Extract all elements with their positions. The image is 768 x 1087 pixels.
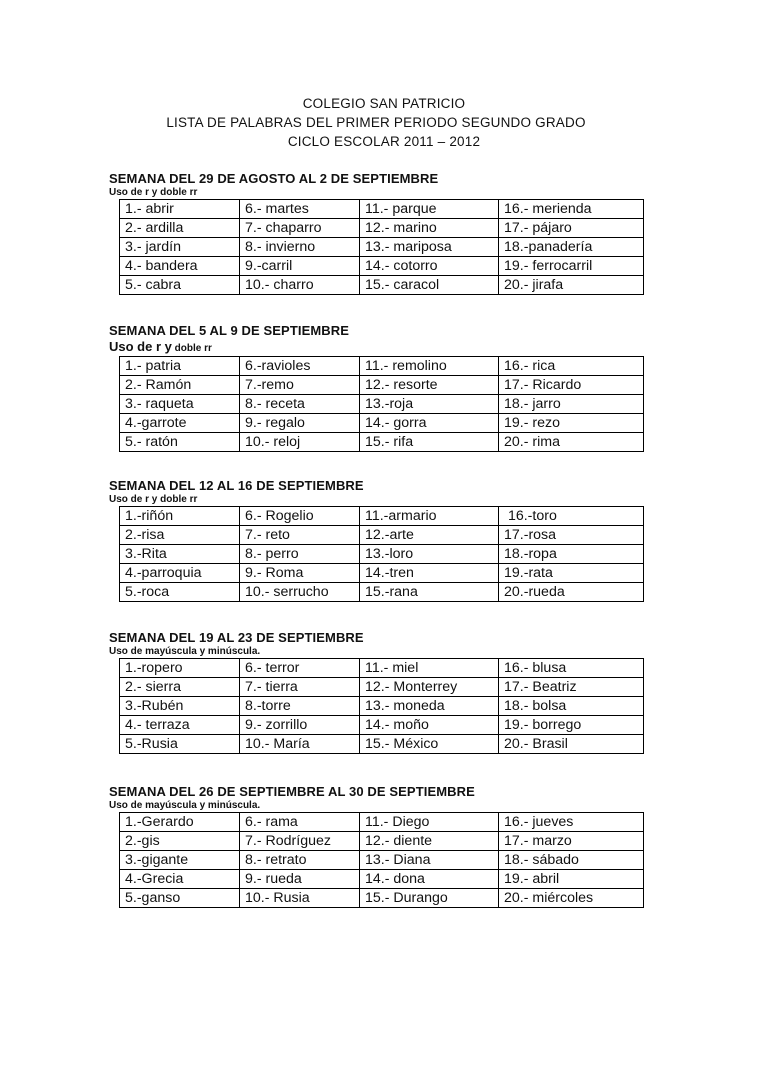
word-cell: 9.- regalo bbox=[240, 414, 360, 433]
word-cell: 4.- bandera bbox=[120, 257, 240, 276]
word-cell: 13.-loro bbox=[360, 545, 499, 564]
word-cell: 6.- rama bbox=[240, 813, 360, 832]
table-row bbox=[120, 870, 644, 889]
table-row bbox=[120, 851, 644, 870]
word-cell: 14.- gorra bbox=[360, 414, 499, 433]
word-cell: 9.-carril bbox=[240, 257, 360, 276]
word-cell: 12.- marino bbox=[360, 219, 499, 238]
word-cell: 5.- cabra bbox=[120, 276, 240, 295]
word-cell: 15.-rana bbox=[360, 583, 499, 602]
word-cell: 11.- remolino bbox=[360, 357, 499, 376]
table-row bbox=[120, 507, 644, 526]
word-cell: 6.-ravioles bbox=[240, 357, 360, 376]
word-cell: 2.- sierra bbox=[120, 678, 240, 697]
word-cell: 19.- borrego bbox=[499, 716, 644, 735]
table-row bbox=[120, 395, 644, 414]
word-table bbox=[119, 506, 644, 602]
school-name: COLEGIO SAN PATRICIO bbox=[302, 96, 466, 111]
word-cell: 16.- blusa bbox=[499, 659, 644, 678]
week-subtitle: Uso de r y doble rr bbox=[109, 187, 198, 198]
word-cell: 4.-garrote bbox=[120, 414, 240, 433]
word-cell: 13.-roja bbox=[360, 395, 499, 414]
word-cell: 15.- Durango bbox=[360, 889, 499, 908]
word-cell: 9.- Roma bbox=[240, 564, 360, 583]
word-cell: 8.- retrato bbox=[240, 851, 360, 870]
word-cell: 18.- jarro bbox=[499, 395, 644, 414]
word-cell: 3.-Rubén bbox=[120, 697, 240, 716]
word-cell: 8.- invierno bbox=[240, 238, 360, 257]
word-cell: 3.-gigante bbox=[120, 851, 240, 870]
table-row bbox=[120, 678, 644, 697]
week-title: SEMANA DEL 26 DE SEPTIEMBRE AL 30 DE SEPTIEMBRE bbox=[109, 784, 475, 799]
word-cell: 20.- Brasil bbox=[499, 735, 644, 754]
word-cell: 2.- Ramón bbox=[120, 376, 240, 395]
word-cell: 1.- abrir bbox=[120, 200, 240, 219]
word-cell: 9.- zorrillo bbox=[240, 716, 360, 735]
word-cell: 4.- terraza bbox=[120, 716, 240, 735]
word-cell: 19.- ferrocarril bbox=[499, 257, 644, 276]
week-subtitle-rest: doble rr bbox=[171, 343, 212, 354]
word-cell: 11.- Diego bbox=[360, 813, 499, 832]
word-cell: 11.- miel bbox=[360, 659, 499, 678]
word-cell: 9.- rueda bbox=[240, 870, 360, 889]
word-table bbox=[119, 356, 644, 452]
word-cell: 7.-remo bbox=[240, 376, 360, 395]
word-cell: 4.-parroquia bbox=[120, 564, 240, 583]
table-row bbox=[120, 257, 644, 276]
week-subtitle: Uso de mayúscula y minúscula. bbox=[109, 800, 261, 811]
word-cell: 16.- jueves bbox=[499, 813, 644, 832]
table-row bbox=[120, 526, 644, 545]
word-cell: 15.- México bbox=[360, 735, 499, 754]
word-cell: 15.- caracol bbox=[360, 276, 499, 295]
table-row bbox=[120, 564, 644, 583]
table-row bbox=[120, 376, 644, 395]
word-cell: 19.- abril bbox=[499, 870, 644, 889]
table-row bbox=[120, 889, 644, 908]
word-cell: 20.- jirafa bbox=[499, 276, 644, 295]
word-cell: 20.- rima bbox=[499, 433, 644, 452]
word-cell: 1.- patria bbox=[120, 357, 240, 376]
table-row bbox=[120, 414, 644, 433]
week-subtitle: Uso de mayúscula y minúscula. bbox=[109, 646, 261, 657]
word-cell: 8.- receta bbox=[240, 395, 360, 414]
word-cell: 16.- rica bbox=[499, 357, 644, 376]
word-cell: 6.- martes bbox=[240, 200, 360, 219]
week-section-4 bbox=[109, 629, 649, 754]
word-cell: 3.- raqueta bbox=[120, 395, 240, 414]
word-cell: 6.- Rogelio bbox=[240, 507, 360, 526]
table-row bbox=[120, 659, 644, 678]
word-table bbox=[119, 658, 644, 754]
word-cell: 7.- chaparro bbox=[240, 219, 360, 238]
table-row bbox=[120, 433, 644, 452]
word-cell: 18.-panadería bbox=[499, 238, 644, 257]
word-cell: 17.- marzo bbox=[499, 832, 644, 851]
word-cell: 14.- moño bbox=[360, 716, 499, 735]
word-cell: 12.- Monterrey bbox=[360, 678, 499, 697]
word-cell: 17.- pájaro bbox=[499, 219, 644, 238]
word-cell: 7.- tierra bbox=[240, 678, 360, 697]
week-subtitle-main: Uso de r y bbox=[109, 339, 172, 354]
week-title: SEMANA DEL 19 AL 23 DE SEPTIEMBRE bbox=[109, 630, 364, 645]
word-cell: 12.- diente bbox=[360, 832, 499, 851]
word-table bbox=[119, 199, 644, 295]
word-cell: 7.- reto bbox=[240, 526, 360, 545]
word-cell: 17.-rosa bbox=[499, 526, 644, 545]
table-row bbox=[120, 697, 644, 716]
word-cell: 5.-ganso bbox=[120, 889, 240, 908]
word-cell: 17.- Beatriz bbox=[499, 678, 644, 697]
table-row bbox=[120, 583, 644, 602]
word-cell: 10.- serrucho bbox=[240, 583, 360, 602]
week-section-3 bbox=[109, 477, 649, 602]
table-row bbox=[120, 357, 644, 376]
word-cell: 3.-Rita bbox=[120, 545, 240, 564]
word-cell: 11.- parque bbox=[360, 200, 499, 219]
week-subtitle bbox=[109, 339, 649, 356]
week-section-2 bbox=[109, 322, 649, 452]
week-subtitle: Uso de r y doble rr bbox=[109, 494, 198, 505]
word-cell: 13.- Diana bbox=[360, 851, 499, 870]
table-row bbox=[120, 276, 644, 295]
word-cell: 10.- Rusia bbox=[240, 889, 360, 908]
word-cell: 2.- ardilla bbox=[120, 219, 240, 238]
word-cell: 16.- merienda bbox=[499, 200, 644, 219]
word-cell: 17.- Ricardo bbox=[499, 376, 644, 395]
table-row bbox=[120, 219, 644, 238]
word-cell: 18.- sábado bbox=[499, 851, 644, 870]
word-cell: 2.-gis bbox=[120, 832, 240, 851]
word-table bbox=[119, 812, 644, 908]
table-row bbox=[120, 832, 644, 851]
word-cell: 6.- terror bbox=[240, 659, 360, 678]
word-cell: 5.- ratón bbox=[120, 433, 240, 452]
word-cell: 16.-toro bbox=[499, 507, 644, 526]
word-cell: 4.-Grecia bbox=[120, 870, 240, 889]
word-cell: 1.-Gerardo bbox=[120, 813, 240, 832]
word-cell: 14.- dona bbox=[360, 870, 499, 889]
word-cell: 19.- rezo bbox=[499, 414, 644, 433]
week-section-1 bbox=[109, 170, 649, 295]
word-cell: 12.- resorte bbox=[360, 376, 499, 395]
table-row bbox=[120, 716, 644, 735]
word-cell: 10.- María bbox=[240, 735, 360, 754]
word-cell: 3.- jardín bbox=[120, 238, 240, 257]
week-title: SEMANA DEL 12 AL 16 DE SEPTIEMBRE bbox=[109, 478, 364, 493]
table-row bbox=[120, 238, 644, 257]
word-cell: 8.- perro bbox=[240, 545, 360, 564]
table-row bbox=[120, 200, 644, 219]
week-section-5 bbox=[109, 783, 649, 908]
word-cell: 7.- Rodríguez bbox=[240, 832, 360, 851]
word-cell: 5.-Rusia bbox=[120, 735, 240, 754]
word-cell: 18.-ropa bbox=[499, 545, 644, 564]
word-cell: 18.- bolsa bbox=[499, 697, 644, 716]
word-cell: 14.-tren bbox=[360, 564, 499, 583]
word-cell: 13.- mariposa bbox=[360, 238, 499, 257]
list-title: LISTA DE PALABRAS DEL PRIMER PERIODO SEGUNDO GRADO bbox=[166, 115, 586, 130]
week-title: SEMANA DEL 29 DE AGOSTO AL 2 DE SEPTIEMBRE bbox=[109, 171, 439, 186]
word-cell: 5.-roca bbox=[120, 583, 240, 602]
school-year: CICLO ESCOLAR 2011 – 2012 bbox=[287, 134, 481, 149]
table-row bbox=[120, 545, 644, 564]
word-cell: 1.-ropero bbox=[120, 659, 240, 678]
word-cell: 19.-rata bbox=[499, 564, 644, 583]
document-header bbox=[0, 94, 768, 151]
word-cell: 14.- cotorro bbox=[360, 257, 499, 276]
word-cell: 20.- miércoles bbox=[499, 889, 644, 908]
word-cell: 8.-torre bbox=[240, 697, 360, 716]
word-cell: 15.- rifa bbox=[360, 433, 499, 452]
word-cell: 20.-rueda bbox=[499, 583, 644, 602]
word-cell: 2.-risa bbox=[120, 526, 240, 545]
word-cell: 1.-riñón bbox=[120, 507, 240, 526]
word-cell: 10.- reloj bbox=[240, 433, 360, 452]
word-cell: 10.- charro bbox=[240, 276, 360, 295]
word-cell: 13.- moneda bbox=[360, 697, 499, 716]
table-row bbox=[120, 813, 644, 832]
word-cell: 12.-arte bbox=[360, 526, 499, 545]
week-title: SEMANA DEL 5 AL 9 DE SEPTIEMBRE bbox=[109, 323, 350, 338]
table-row bbox=[120, 735, 644, 754]
word-cell: 11.-armario bbox=[360, 507, 499, 526]
